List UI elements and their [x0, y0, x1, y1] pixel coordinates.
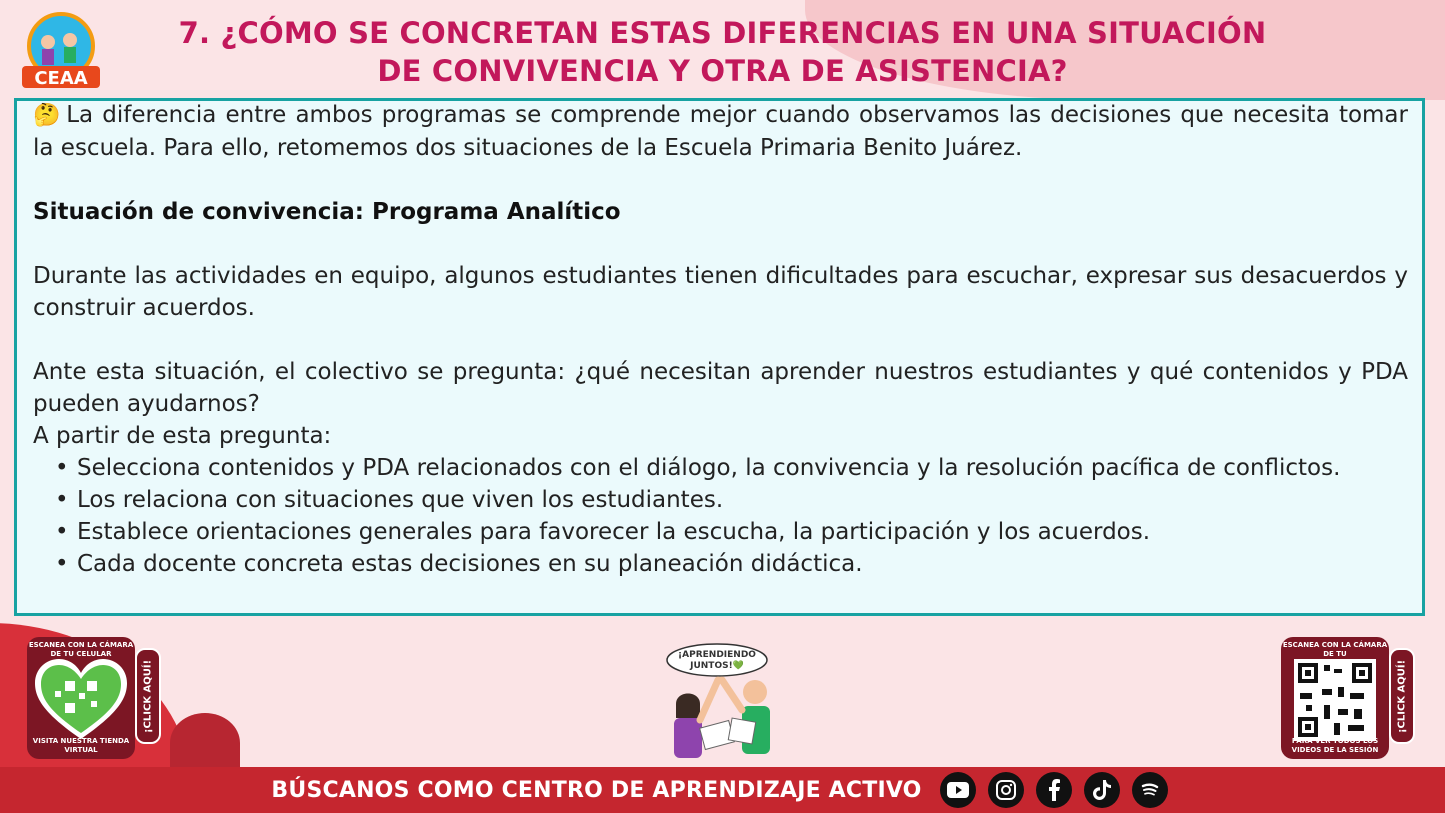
footer-bar [0, 767, 1445, 813]
bullet-item: • Los relaciona con situaciones que viven los estudiantes. [77, 484, 1408, 516]
click-here-tab-left[interactable]: ¡CLICK AQUÍ! [135, 648, 161, 744]
bullet-item: • Selecciona contenidos y PDA relacionados con el diálogo, la convivencia y la resolución pacífica de conflictos. [77, 452, 1408, 484]
content-text [33, 99, 1408, 580]
bullet-list [33, 452, 1408, 580]
bullet-item: • Establece orientaciones generales para favorecer la escucha, la participación y los acuerdos. [77, 516, 1408, 548]
page-title [120, 14, 1325, 90]
qr-code-icon[interactable] [1294, 659, 1376, 741]
svg-text:¡APRENDIENDO: ¡APRENDIENDO [678, 650, 756, 660]
videos-qr-top-text: ESCANEA CON LA CÁMARA DE TU [1282, 641, 1388, 658]
paragraph-1: Durante las actividades en equipo, algunos estudiantes tienen dificultades para escuchar, expresar sus desacuerdos y construir acuerdos. [33, 263, 1408, 321]
thinking-face-icon: 🤔 [33, 103, 63, 128]
section-heading: Situación de convivencia: Programa Analítico [33, 199, 621, 225]
intro-text: La diferencia entre ambos programas se comprende mejor cuando observamos las decisiones que necesita tomar la escuela. Para ello, retomemos dos situaciones de la Escuela Primaria Benito Juárez. [33, 102, 1408, 161]
paragraph-3: A partir de esta pregunta: [33, 423, 332, 449]
click-here-tab-right[interactable]: ¡CLICK AQUÍ! [1389, 648, 1415, 744]
paragraph-2: Ante esta situación, el colectivo se pregunta: ¿qué necesitan aprender nuestros estudiantes y qué contenidos y PDA pueden ayudarnos? [33, 359, 1408, 417]
footer-text: BÚSCANOS COMO CENTRO DE APRENDIZAJE ACTIVO [271, 777, 922, 803]
teachers-mascot-illustration [660, 640, 790, 770]
bullet-item: • Cada docente concreta estas decisiones en su planeación didáctica. [77, 548, 1408, 580]
store-qr-top-text: ESCANEA CON LA CÁMARA DE TU CELULAR [28, 641, 134, 658]
intro-paragraph [33, 99, 1408, 164]
instagram-icon[interactable] [988, 772, 1024, 808]
tiktok-icon[interactable] [1084, 772, 1120, 808]
store-qr-card[interactable] [27, 637, 135, 759]
spotify-icon[interactable] [1132, 772, 1168, 808]
videos-qr-card[interactable] [1281, 637, 1389, 759]
svg-text:CEAA: CEAA [34, 68, 88, 89]
ceaa-logo [18, 12, 104, 90]
videos-qr-bottom-text: PARA VER TODOS LOS VIDEOS DE LA SESIÓN [1291, 737, 1379, 754]
heart-qr-code-icon[interactable] [35, 659, 127, 741]
facebook-icon[interactable] [1036, 772, 1072, 808]
store-qr-bottom-text: VISITA NUESTRA TIENDA VIRTUAL [32, 737, 130, 754]
page-title-line2: DE CONVIVENCIA Y OTRA DE ASISTENCIA? [377, 54, 1068, 88]
footer-decoration-left-small [170, 713, 240, 773]
content-card [14, 98, 1425, 616]
svg-text:JUNTOS!💚: JUNTOS!💚 [690, 661, 744, 671]
page-title-line1: 7. ¿CÓMO SE CONCRETAN ESTAS DIFERENCIAS EN UNA SITUACIÓN [178, 16, 1267, 50]
youtube-icon[interactable] [940, 772, 976, 808]
